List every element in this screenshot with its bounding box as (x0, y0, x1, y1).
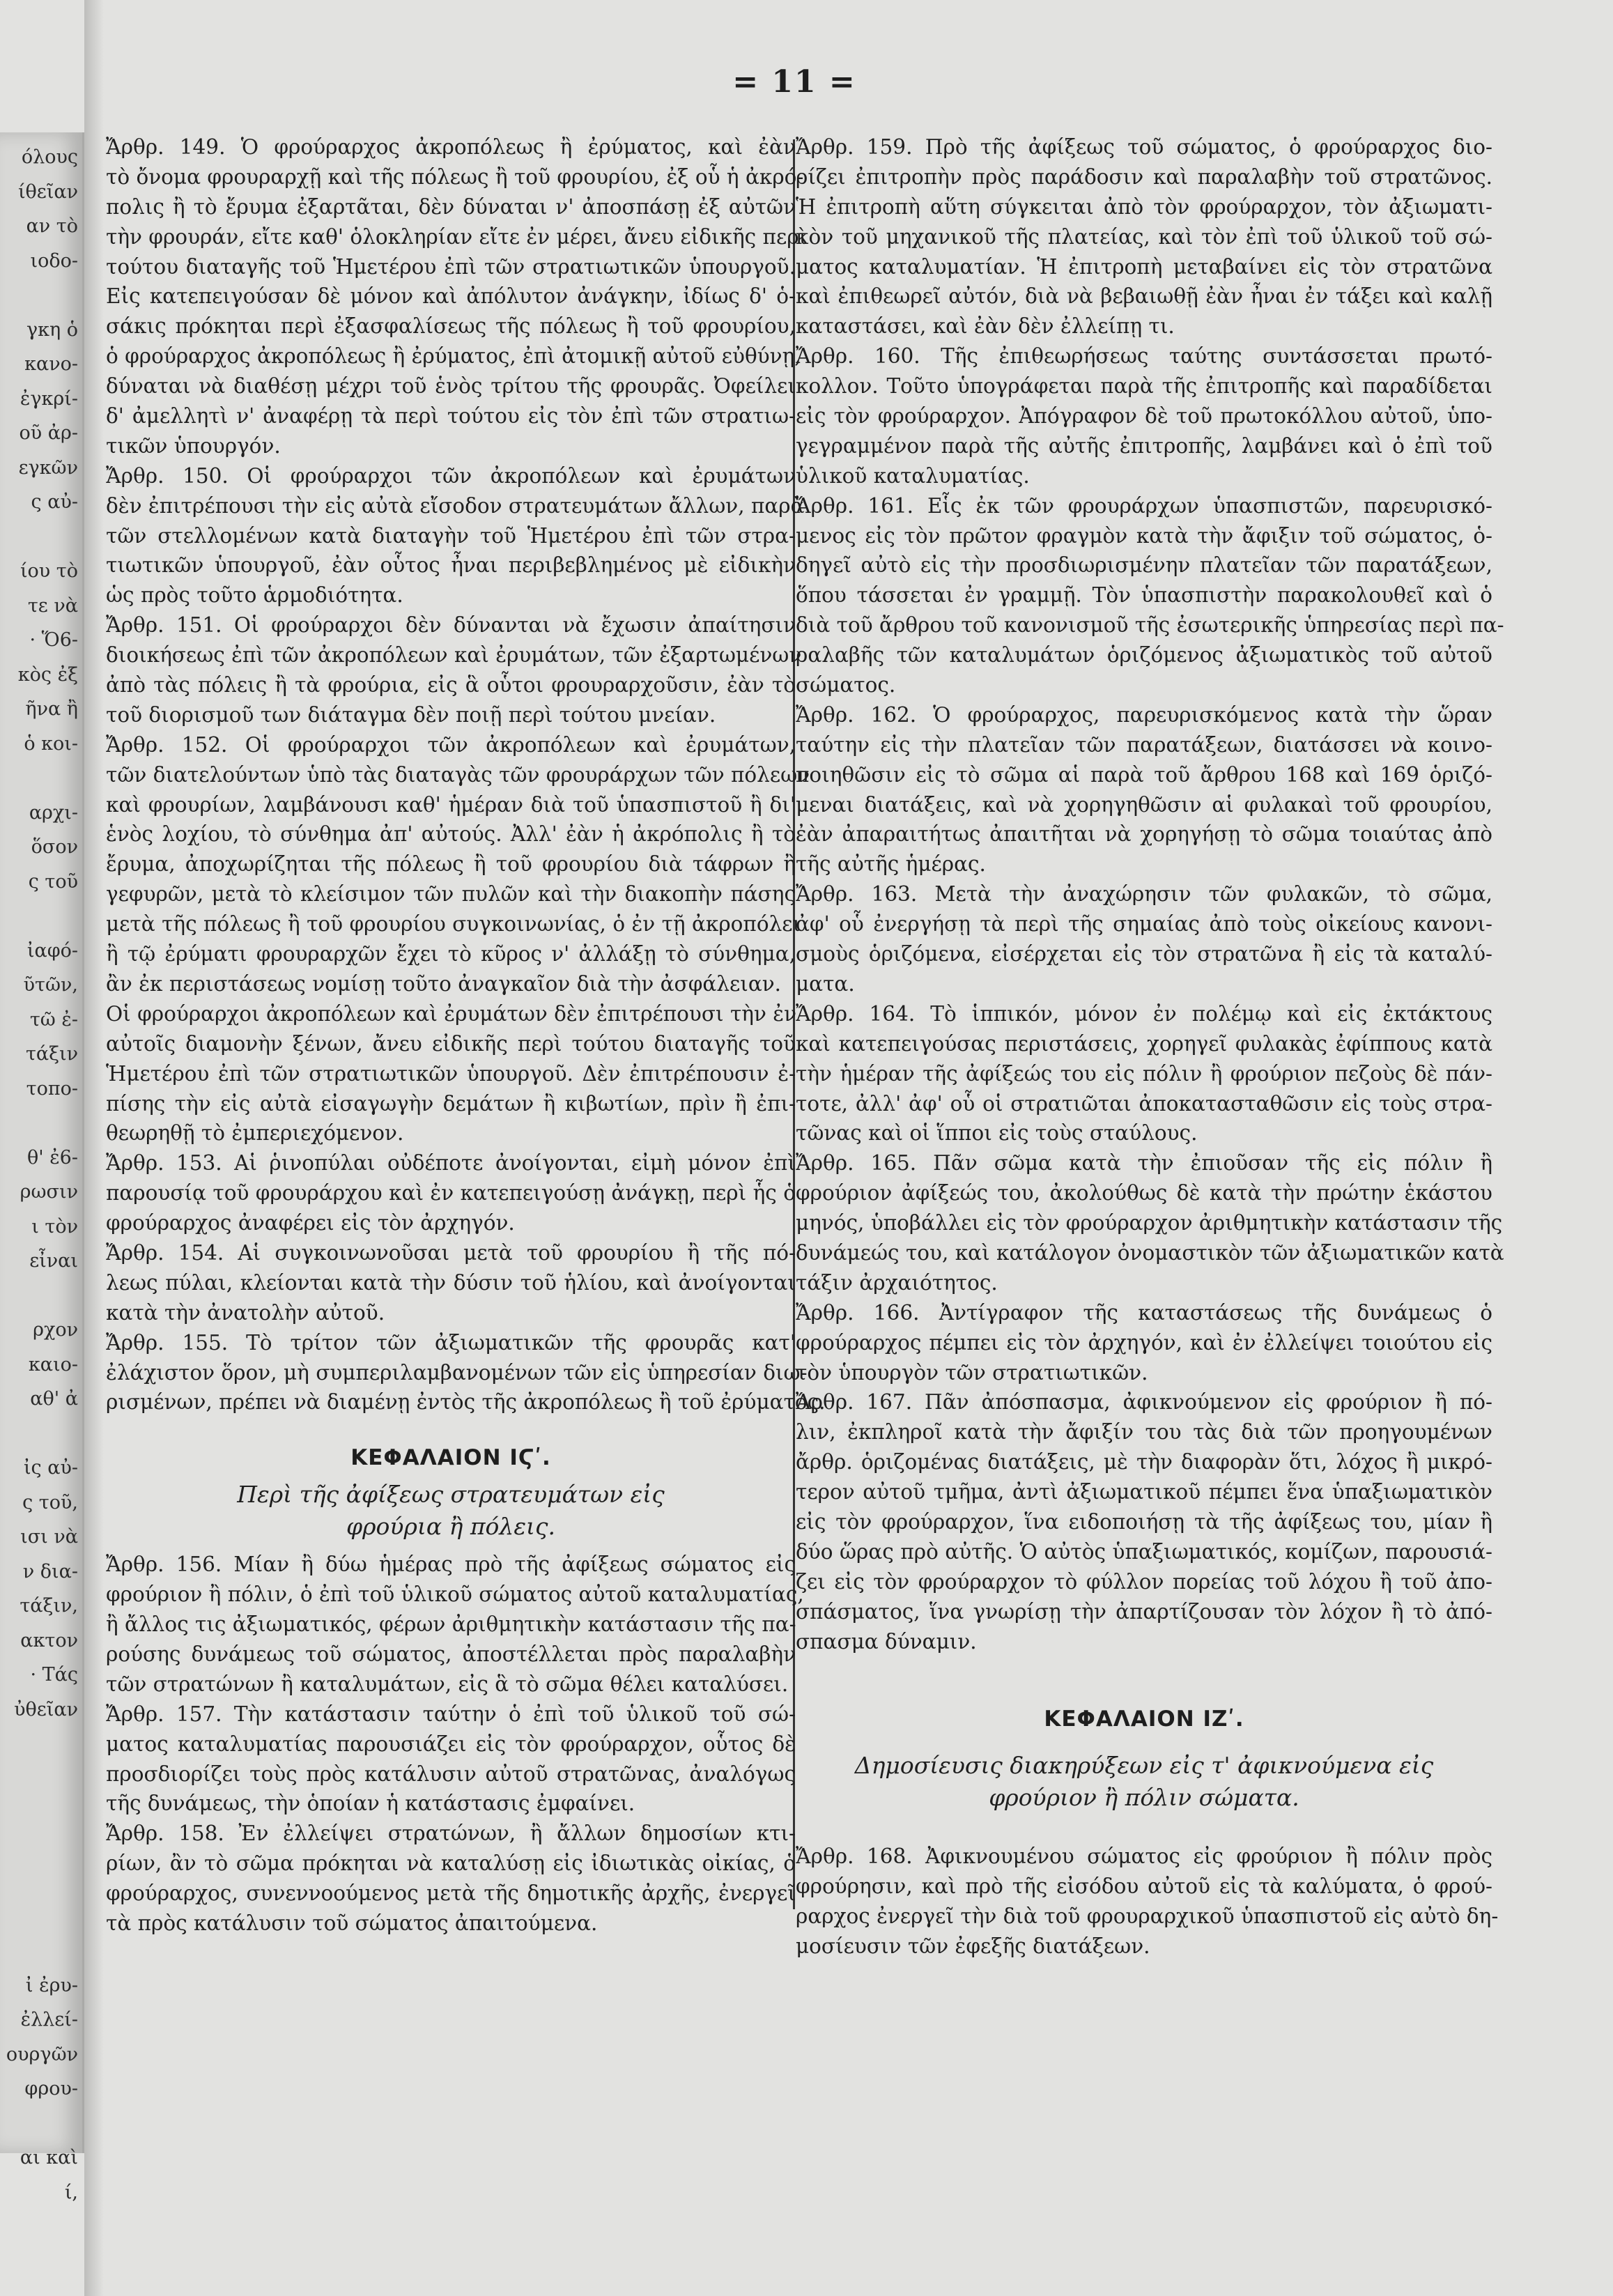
text-line: Ἄρθρ. 152. Οἱ φρούραρχοι τῶν ἀκροπόλεων καὶ ἐρυμάτων, (106, 732, 796, 757)
text-line: αὐτοῖς διαμονὴν ξένων, ἄνευ εἰδικῆς περὶ τούτου διαταγῆς τοῦ (106, 1031, 796, 1056)
edge-text-fragment: ἰς αὐ- (23, 1457, 78, 1479)
text-line: Ἄρθρ. 162. Ὁ φρούραρχος, παρευρισκόμενος κατὰ τὴν ὥραν (796, 702, 1492, 727)
text-line: εἰς τὸν φρούραρχον, ἵνα ειδοποιήσῃ τὰ τῆς ἀφίξεως του, μίαν ἢ (796, 1509, 1492, 1534)
edge-text-fragment: ίου τὸ (20, 560, 78, 582)
text-line: διοικήσεως ἐπὶ τῶν ἀκροπόλεων καὶ ἐρυμάτων, τῶν ἐξαρτωμένων (106, 643, 802, 668)
edge-text-fragment: εγκῶν (18, 456, 78, 479)
text-line: δύναται νὰ διαθέσῃ μέχρι τοῦ ἑνὸς τρίτου τῆς φρουρᾶς. Ὀφείλει (106, 374, 796, 399)
chapter-heading: ΚΕΦΑΛΑΙΟΝ ΙΖʹ. (1044, 1706, 1244, 1732)
text-line: προσδιορίζει τοὺς πρὸς κατάλυσιν αὐτοῦ στρατῶνας, ἀναλόγως (106, 1762, 796, 1786)
edge-text-fragment: τῶ ἐ- (29, 1008, 78, 1031)
text-line: λεως πύλαι, κλείονται κατὰ τὴν δύσιν τοῦ ἡλίου, καὶ ἀνοίγονται (106, 1270, 796, 1295)
edge-text-fragment: ὅσον (31, 836, 78, 858)
text-line: κὸν τοῦ μηχανικοῦ τῆς πλατείας, καὶ τὸν ἐπὶ τοῦ ὑλικοῦ τοῦ σώ- (796, 224, 1492, 249)
edge-text-fragment: ρωσιν (20, 1181, 78, 1203)
edge-text-fragment: όλους (21, 146, 78, 168)
edge-text-fragment: ισι νὰ (20, 1526, 78, 1548)
text-line: ρίων, ἂν τὸ σῶμα πρόκηται νὰ καταλύσῃ εἰς ἰδιωτικὰς οἰκίας, ὁ (106, 1851, 796, 1876)
text-line: τερον αὐτοῦ τμῆμα, ἀντὶ ἀξιωματικοῦ πέμπει ἕνα ὑπαξιωματικὸν (796, 1480, 1492, 1504)
edge-text-fragment: ί, (64, 2181, 78, 2203)
text-line: μοσίευσιν τῶν ἐφεξῆς διατάξεων. (796, 1934, 1150, 1959)
edge-text-fragment: ι τὸν (31, 1215, 78, 1238)
text-line: ἐλάχιστον ὅρον, μὴ συμπεριλαμβανομένων τῶν εἰς ὑπηρεσίαν διω- (106, 1360, 808, 1385)
text-line: φρούραρχος πέμπει εἰς τὸν ἀρχηγόν, καὶ ἐν ἐλλείψει τοιούτου εἰς (796, 1330, 1492, 1355)
text-line: ραλαβῆς τῶν καταλυμάτων ὁριζόμενος ἀξιωματικὸς τοῦ αὐτοῦ (796, 643, 1492, 668)
edge-text-fragment: ἰ ἐρυ- (25, 1974, 78, 1996)
text-line: ὑλικοῦ καταλυματίας. (796, 463, 1030, 488)
edge-text-fragment: ν δια- (22, 1560, 78, 1582)
edge-text-fragment: ιοδο- (30, 249, 78, 272)
text-line: Ἄρθρ. 154. Αἱ συγκοινωνοῦσαι μετὰ τοῦ φρουρίου ἢ τῆς πό- (106, 1240, 796, 1265)
facing-page-edge (0, 132, 84, 2203)
text-line: σπάσματος, ἵνα γνωρίσῃ τὴν ἀπαρτίζουσαν τὸν λόχον ἢ τὸ ἀπό- (796, 1599, 1492, 1624)
text-line: ρισμένων, πρέπει νὰ διαμένῃ ἐντὸς τῆς ἀκροπόλεως ἢ τοῦ ἐρύματος. (106, 1390, 826, 1415)
edge-text-fragment: ς τοῦ (28, 870, 78, 893)
text-line: τὴν φρουράν, εἴτε καθ' ὁλοκληρίαν εἴτε ἐν μέρει, ἄνευ εἰδικῆς περὶ (106, 224, 808, 249)
text-line: δ' ἀμελλητὶ ν' ἀναφέρῃ τὰ περὶ τούτου εἰς τὸν ἐπὶ τῶν στρατιω- (106, 404, 796, 429)
edge-text-fragment: αρχι- (29, 801, 78, 824)
edge-text-fragment: τάξιν, (20, 1595, 78, 1617)
text-line: ὅπου τάσσεται ἐν γραμμῇ. Τὸν ὑπασπιστὴν παρακολουθεῖ καὶ ὁ (796, 583, 1492, 608)
text-line: φρούραρχος ἀναφέρει εἰς τὸν ἀρχηγόν. (106, 1211, 515, 1235)
text-line: καὶ φρουρίων, λαμβάνουσι καθ' ἡμέραν διὰ τοῦ ὑπασπιστοῦ ἢ δι' (106, 792, 796, 817)
text-line: Ἄρθρ. 153. Αἱ ῥινοπύλαι οὐδέποτε ἀνοίγονται, εἰμὴ μόνον ἐπὶ (106, 1151, 796, 1176)
edge-text-fragment: οῦ ἀρ- (19, 422, 78, 444)
edge-text-fragment: · Τάς (30, 1664, 78, 1686)
text-line: ρίζει ἐπιτροπὴν πρὸς παράδοσιν καὶ παραλαβὴν τοῦ στρατῶνος. (796, 164, 1492, 189)
chapter-subtitle: φρούρια ἢ πόλεις. (346, 1513, 555, 1541)
text-line: ματος καταλυματίαν. Ἡ ἐπιτροπὴ μεταβαίνει εἰς τὸν στρατῶνα (796, 254, 1492, 279)
text-line: καταστάσει, καὶ ἐὰν δὲν ἐλλείπῃ τι. (796, 314, 1175, 339)
text-line: φρούραρχος, συνεννοούμενος μετὰ τῆς δημοτικῆς ἀρχῆς, ἐνεργεῖ (106, 1881, 796, 1906)
text-line: τὴν ἡμέραν τῆς ἀφίξεώς του εἰς πόλιν ἢ φρούριον πεζοὺς δὲ πάν- (796, 1061, 1492, 1086)
text-line: τοτε, ἀλλ' ἀφ' οὗ οἱ στρατιῶται ἀποκατασταθῶσιν εἰς τοὺς στρα- (796, 1091, 1492, 1116)
text-line: τικῶν ὑπουργόν. (106, 433, 281, 458)
text-line: τιωτικῶν ὑπουργοῦ, ἐὰν οὗτος ἦναι περιβεβλημένος μὲ εἰδικὴν (106, 553, 796, 578)
text-line: ἄρθρ. ὁριζομένας διατάξεις, μὲ τὴν διαφορὰν ὅτι, λόχος ἢ μικρό- (796, 1450, 1492, 1474)
text-line: σώματος. (796, 673, 896, 698)
text-line: σάκις πρόκηται περὶ ἐξασφαλίσεως τῆς πόλεως ἢ τοῦ φρουρίου, (106, 314, 796, 339)
edge-text-fragment: ἐγκρί- (20, 387, 78, 410)
edge-text-fragment: καιο- (28, 1353, 78, 1376)
text-line: φρούρησιν, καὶ πρὸ τῆς εἰσόδου αὐτοῦ εἰς τὰ καλύματα, ὁ φρού- (796, 1874, 1492, 1899)
text-line: φρούριον ἢ πόλιν, ὁ ἐπὶ τοῦ ὑλικοῦ σώματος αὐτοῦ καταλυματίας, (106, 1582, 804, 1607)
text-line: πίσης τὴν εἰς αὐτὰ εἰσαγωγὴν δεμάτων ἢ κιβωτίων, πρὶν ἢ ἐπι- (106, 1091, 796, 1116)
text-line: ματος καταλυματίας παρουσιάζει εἰς τὸν φρούραρχον, οὗτος δὲ (106, 1732, 796, 1756)
edge-text-fragment: κὸς ἐξ (17, 663, 78, 686)
text-line: Ἄρθρ. 158. Ἐν ἐλλείψει στρατώνων, ἢ ἄλλων δημοσίων κτι- (106, 1821, 796, 1846)
text-line: κολλον. Τοῦτο ὑπογράφεται παρὰ τῆς ἐπιτροπῆς καὶ παραδίδεται (796, 374, 1492, 399)
text-line: γεγραμμένον παρὰ τῆς αὐτῆς ἐπιτροπῆς, λαμβάνει καὶ ὁ ἐπὶ τοῦ (796, 433, 1492, 458)
edge-text-fragment: αθ' ἀ (30, 1388, 78, 1410)
text-line: φρούριον ἀφίξεώς του, ἀκολούθως δὲ κατὰ τὴν πρώτην ἑκάστου (796, 1181, 1492, 1205)
text-line: γεφυρῶν, μετὰ τὸ κλείσιμον τῶν πυλῶν καὶ τὴν διακοπὴν πάσης (106, 882, 796, 907)
page-number: = 11 = (732, 64, 856, 100)
edge-text-fragment: εἶναι (29, 1250, 78, 1272)
text-line: δύο ὥρας πρὸ αὐτῆς. Ὁ αὐτὸς ὑπαξιωματικός, κομίζων, παρουσιά- (796, 1539, 1492, 1564)
text-line: ἢ ἄλλος τις ἀξιωματικός, φέρων ἀριθμητικὴν κατάστασιν τῆς πα- (106, 1612, 796, 1637)
edge-text-fragment: τε νὰ (27, 594, 78, 617)
edge-text-fragment: ς αὐ- (31, 491, 78, 513)
text-line: τὸν ὑπουργὸν τῶν στρατιωτικῶν. (796, 1360, 1148, 1385)
edge-text-fragment: ῦτῶν, (23, 974, 78, 996)
text-line: Ἄρθρ. 161. Εἷς ἐκ τῶν φρουράρχων ὑπασπιστῶν, παρευρισκό- (796, 493, 1492, 518)
text-line: Ἄρθρ. 156. Μίαν ἢ δύω ἡμέρας πρὸ τῆς ἀφίξεως σώματος εἰς (106, 1553, 796, 1577)
text-line: ματα. (796, 971, 855, 996)
edge-text-fragment: φρου- (24, 2078, 78, 2099)
edge-text-fragment: τάξιν (25, 1043, 78, 1065)
chapter-heading: ΚΕΦΑΛΑΙΟΝ ΙϚʹ. (350, 1445, 551, 1471)
text-line: ἔρυμα, ἀποχωρίζηται τῆς πόλεως ἢ τοῦ φρουρίου διὰ τάφρων ἢ (106, 852, 796, 877)
edge-text-fragment: ὐθεῖαν (14, 1698, 78, 1720)
edge-text-fragment: ς τοῦ, (22, 1491, 78, 1513)
text-line: ραρχος ἐνεργεῖ τὴν διὰ τοῦ φρουραρχικοῦ ὑπασπιστοῦ εἰς αὐτὸ δη- (796, 1904, 1499, 1929)
text-line: Ἡμετέρου ἐπὶ τῶν στρατιωτικῶν ὑπουργοῦ. Δὲν ἐπιτρέπουσιν ἐ- (106, 1061, 796, 1086)
text-line: καὶ κατεπειγούσας περιστάσεις, χορηγεῖ φυλακὰς ἐφίππους κατὰ (796, 1031, 1492, 1056)
text-line: τῶν στελλομένων κατὰ διαταγὴν τοῦ Ἡμετέρου ἐπὶ τῶν στρα- (106, 523, 796, 548)
text-line: τούτου διαταγῆς τοῦ Ἡμετέρου ἐπὶ τῶν στρατιωτικῶν ὑπουργοῦ. (106, 254, 796, 279)
text-line: ζει εἰς τὸν φρούραρχον τὸ φύλλον πορείας τοῦ λόχου ἢ τοῦ ἀπο- (796, 1569, 1492, 1594)
text-line: ἀφ' οὗ ἐνεργήσῃ τὰ περὶ τῆς σημαίας ἀπὸ τοὺς οἰκείους κανονι- (796, 912, 1492, 937)
book-gutter (84, 0, 104, 2296)
text-line: Εἰς κατεπειγούσαν δὲ μόνον καὶ ἀπόλυτον ἀνάγκην, ἰδίως δ' ὁ- (106, 284, 796, 309)
text-line: ρούσης δυνάμεως τοῦ σώματος, ἀποστέλλεται πρὸς παραλαβὴν (106, 1642, 796, 1666)
right-column (796, 132, 1504, 1962)
text-line: κατὰ τὴν ἀνατολὴν αὐτοῦ. (106, 1300, 385, 1325)
text-line: σμοὺς ὁριζόμενα, εἰσέρχεται εἰς τὸν στρατῶνα ἢ εἰς τὰ καταλύ- (796, 942, 1492, 966)
text-line: Ἡ ἐπιτροπὴ αὕτη σύγκειται ἀπὸ τὸν φρούραρχον, τὸν ἀξιωματι- (796, 194, 1492, 219)
text-line: δηγεῖ αὐτὸ εἰς τὴν προσδιωρισμένην πλατεῖαν τῶν παρατάξεων, (796, 553, 1492, 578)
text-line: δὲν ἐπιτρέπουσι τὴν εἰς αὐτὰ εἴσοδον στρατευμάτων ἄλλων, παρὰ (106, 493, 805, 518)
text-line: Ἄρθρ. 149. Ὁ φρούραρχος ἀκροπόλεως ἢ ἐρύματος, καὶ ἐὰν (106, 135, 796, 159)
chapter-subtitle: φρούριον ἢ πόλιν σώματα. (989, 1784, 1299, 1812)
text-line: τάξιν ἀρχαιότητος. (796, 1270, 998, 1295)
text-line: Ἄρθρ. 167. Πᾶν ἀπόσπασμα, ἀφικνούμενον εἰς φρούριον ἢ πό- (796, 1390, 1492, 1415)
text-line: εἰς τὸν φρούραρχον. Ἀπόγραφον δὲ τοῦ πρωτοκόλλου αὐτοῦ, ὑπο- (796, 404, 1492, 429)
text-line: θεωρηθῇ τὸ ἐμπεριεχόμενον. (106, 1121, 404, 1146)
text-line: Ἄρθρ. 163. Μετὰ τὴν ἀναχώρησιν τῶν φυλακῶν, τὸ σῶμα, (796, 882, 1492, 907)
edge-text-fragment: τοπο- (26, 1077, 78, 1100)
text-line: Ἄρθρ. 157. Τὴν κατάστασιν ταύτην ὁ ἐπὶ τοῦ ὑλικοῦ τοῦ σώ- (106, 1702, 796, 1726)
text-line: τῶνας καὶ οἱ ἵπποι εἰς τοὺς σταύλους. (796, 1121, 1198, 1146)
text-line: ἐὰν ἀπαραιτήτως ἀπαιτῆται νὰ χορηγήσῃ τὸ σῶμα τοιαύτας ἀπὸ (796, 822, 1492, 847)
text-line: λιν, ἐκπληροῖ κατὰ τὴν ἄφιξίν του τὰς διὰ τῶν προηγουμένων (796, 1420, 1492, 1444)
text-line: ποιηθῶσιν εἰς τὸ σῶμα αἱ παρὰ τοῦ ἄρθρου 168 καὶ 169 ὁριζό- (796, 762, 1492, 787)
text-line: μενος εἰς τὸν πρῶτον φραγμὸν κατὰ τὴν ἄφιξιν τοῦ σώματος, ὁ- (796, 523, 1492, 548)
text-line: διὰ τοῦ ἄρθρου τοῦ κανονισμοῦ τῆς ἐσωτερικῆς ὑπηρεσίας περὶ πα- (796, 613, 1504, 638)
edge-text-fragment: · Ὅ6- (29, 629, 78, 651)
text-line: ὡς πρὸς τοῦτο ἁρμοδιότητα. (106, 583, 403, 608)
text-line: πολις ἢ τὸ ἔρυμα ἐξαρτᾶται, δὲν δύναται ν' ἀποσπάσῃ ἐξ αὐτῶν (106, 194, 796, 219)
edge-text-fragment: αν τὸ (26, 215, 78, 237)
text-line: δυνάμεώς του, καὶ κατάλογον ὀνομαστικὸν τῶν ἀξιωματικῶν κατὰ (796, 1240, 1504, 1265)
text-line: παρουσίᾳ τοῦ φρουράρχου καὶ ἐν κατεπειγούσῃ ἀνάγκῃ, περὶ ἧς ὁ (106, 1181, 796, 1205)
text-line: ἂν ἐκ περιστάσεως νομίσῃ τοῦτο ἀναγκαῖον διὰ τὴν ἀσφάλειαν. (106, 971, 782, 996)
text-line: ὁ φρούραρχος ἀκροπόλεως ἢ ἐρύματος, ἐπὶ ἀτομικῇ αὐτοῦ εὐθύνῃ, (106, 344, 801, 369)
text-line: τὸ ὄνομα φρουραρχῇ καὶ τῆς πόλεως ἢ τοῦ φρουρίου, ἐξ οὗ ἡ ἀκρό- (106, 164, 804, 189)
text-line: Ἄρθρ. 165. Πᾶν σῶμα κατὰ τὴν ἐπιοῦσαν τῆς εἰς πόλιν ἢ (796, 1151, 1492, 1176)
text-line: Ἄρθρ. 155. Τὸ τρίτον τῶν ἀξιωματικῶν τῆς φρουρᾶς κατ' (106, 1330, 796, 1355)
text-line: σπασμα δύναμιν. (796, 1629, 977, 1654)
edge-text-fragment: κανο- (24, 353, 78, 375)
chapter-subtitle: Δημοσίευσις διακηρύξεων εἰς τ' ἀφικνούμενα εἰς (854, 1752, 1434, 1780)
text-line: τὰ πρὸς κατάλυσιν τοῦ σώματος ἀπαιτούμενα. (106, 1911, 598, 1935)
edge-text-fragment: ίθεῖαν (17, 180, 78, 203)
edge-text-fragment: ἐλλεί- (20, 2009, 78, 2031)
text-line: Ἄρθρ. 150. Οἱ φρούραρχοι τῶν ἀκροπόλεων καὶ ἐρυμάτων (106, 463, 796, 488)
text-line: μεναι διατάξεις, καὶ νὰ χορηγηθῶσιν αἱ φυλακαὶ τοῦ φρουρίου, (796, 792, 1492, 817)
edge-text-fragment: ουργῶν (6, 2043, 78, 2065)
text-line: ἀπὸ τὰς πόλεις ἢ τὰ φρούρια, εἰς ἃ οὗτοι φρουραρχοῦσιν, ἐὰν τὸ (106, 673, 796, 698)
edge-text-fragment: γκη ὁ (26, 318, 78, 341)
edge-text-fragment: ακτον (20, 1629, 78, 1651)
text-line: Ἄρθρ. 160. Τῆς ἐπιθεωρήσεως ταύτης συντάσσεται πρωτό- (796, 344, 1492, 369)
text-line: ἢ τῷ ἐρύματι φρουραρχῶν ἔχει τὸ κῦρος ν' ἀλλάξῃ τὸ σύνθημα, (106, 942, 796, 966)
text-line: τῶν διατελούντων ὑπὸ τὰς διαταγὰς τῶν φρουράρχων τῶν πόλεων (106, 762, 810, 787)
text-line: Ἄρθρ. 159. Πρὸ τῆς ἀφίξεως τοῦ σώματος, ὁ φρούραρχος διο- (796, 135, 1492, 159)
edge-text-fragment: ὁ κοι- (24, 732, 78, 755)
text-line: Ἄρθρ. 168. Ἀφικνουμένου σώματος εἰς φρούριον ἢ πόλιν πρὸς (796, 1844, 1492, 1869)
text-line: Ἄρθρ. 166. Ἀντίγραφον τῆς καταστάσεως τῆς δυνάμεως ὁ (796, 1300, 1492, 1325)
text-line: τοῦ διορισμοῦ των διάταγμα δὲν ποιῇ περὶ τούτου μνείαν. (106, 702, 716, 727)
text-line: τῆς δυνάμεως, τὴν ὁποίαν ἡ κατάστασις ἐμφαίνει. (106, 1792, 635, 1816)
text-line: Ἄρθρ. 151. Οἱ φρούραρχοι δὲν δύνανται νὰ ἔχωσιν ἀπαίτησιν (106, 613, 796, 638)
text-line: ἑνὸς λοχίου, τὸ σύνθημα ἀπ' αὐτούς. Ἀλλ' ἐὰν ἡ ἀκρόπολις ἢ τὸ (106, 822, 796, 847)
text-line: μετὰ τῆς πόλεως ἢ τοῦ φρουρίου συγκοινωνίας, ὁ ἐν τῇ ἀκροπόλει (106, 912, 801, 937)
text-line: ταύτην εἰς τὴν πλατεῖαν τῶν παρατάξεων, διατάσσει νὰ κοινο- (796, 732, 1492, 757)
text-line: τῶν στρατώνων ἢ καταλυμάτων, εἰς ἃ τὸ σῶμα θέλει καταλύσει. (106, 1672, 789, 1696)
edge-text-fragment: αι καὶ (20, 2147, 78, 2168)
chapter-subtitle: Περὶ τῆς ἀφίξεως στρατευμάτων εἰς (237, 1481, 665, 1509)
edge-text-fragment: ῆνα ἢ (25, 698, 78, 720)
edge-text-fragment: θ' ἐ6- (26, 1146, 78, 1169)
text-line: Ἄρθρ. 164. Τὸ ἱππικόν, μόνον ἐν πολέμῳ καὶ εἰς ἐκτάκτους (796, 1001, 1492, 1026)
text-line: Οἱ φρούραρχοι ἀκροπόλεων καὶ ἐρυμάτων δὲν ἐπιτρέπουσι τὴν ἐν (106, 1001, 797, 1026)
edge-text-fragment: ρχον (33, 1319, 78, 1341)
text-line: καὶ ἐπιθεωρεῖ αὐτόν, διὰ νὰ βεβαιωθῇ ἐὰν ἦναι ἐν τάξει καὶ καλῇ (796, 284, 1492, 309)
text-line: τῆς αὐτῆς ἡμέρας. (796, 852, 986, 877)
edge-text-fragment: ἰαφό- (26, 939, 78, 962)
text-line: μηνός, ὑποβάλλει εἰς τὸν φρούραρχον ἀριθμητικὴν κατάστασιν τῆς (796, 1211, 1503, 1235)
